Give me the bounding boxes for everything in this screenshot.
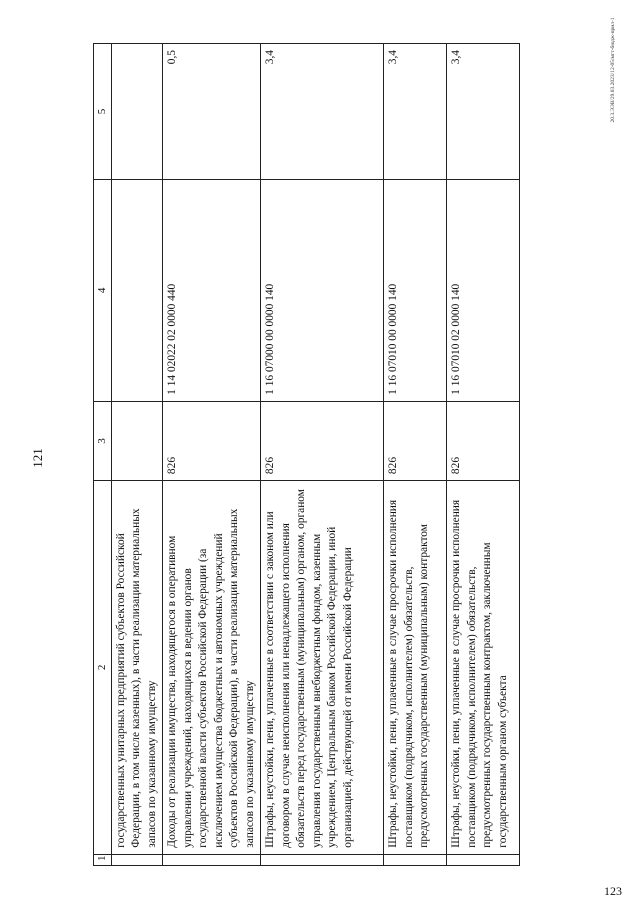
table-row bbox=[447, 44, 520, 866]
cell-norm bbox=[111, 44, 163, 180]
cell-budget-code: 1 16 07010 02 0000 140 bbox=[447, 179, 520, 401]
cell-admin-code: 826 bbox=[261, 401, 384, 480]
table-row bbox=[261, 44, 384, 866]
cell-norm: 3,4 bbox=[261, 44, 384, 180]
cell-description: Штрафы, неустойки, пени, уплаченные в случае просрочки исполнения поставщиком (подрядчиком, исполнителем) обязательств, предусмотренных государственным (муниципальным) контрактом bbox=[384, 481, 447, 855]
cell-col1 bbox=[447, 854, 520, 865]
table-row bbox=[111, 44, 163, 866]
cell-col1 bbox=[261, 854, 384, 865]
cell-norm: 3,4 bbox=[384, 44, 447, 180]
page-number-bottom: 123 bbox=[604, 884, 622, 898]
cell-budget-code: 1 14 02022 02 0000 440 bbox=[163, 179, 261, 401]
cell-norm: 3,4 bbox=[447, 44, 520, 180]
header-cell: 4 bbox=[94, 179, 112, 401]
header-cell: 2 bbox=[94, 481, 112, 855]
page-number-top: 121 bbox=[30, 448, 45, 468]
cell-budget-code bbox=[111, 179, 163, 401]
cell-description: Доходы от реализации имущества, находящегося в оперативном управлении учреждений, находящихся в ведении органов государственной власти субъектов Российской Федерации (за исключением имущества бюджетных и автономных учреждений субъектов Российской Федерации), в части реализации материальных запасов по указанному имуществу bbox=[163, 481, 261, 855]
header-cell: 5 bbox=[94, 44, 112, 180]
header-cell: 1 bbox=[94, 854, 112, 865]
cell-col1 bbox=[384, 854, 447, 865]
cell-col1 bbox=[163, 854, 261, 865]
header-cell: 3 bbox=[94, 401, 112, 480]
cell-budget-code: 1 16 07000 00 0000 140 bbox=[261, 179, 384, 401]
revenue-table bbox=[93, 43, 520, 866]
cell-admin-code: 826 bbox=[384, 401, 447, 480]
table-row bbox=[384, 44, 447, 866]
cell-norm: 0,5 bbox=[163, 44, 261, 180]
cell-col1 bbox=[111, 854, 163, 865]
table-row bbox=[163, 44, 261, 866]
cell-description: государственных унитарных предприятий субъектов Российской Федерации, в том числе казенных), в части реализации материальных запасов по указанному имуществу bbox=[111, 481, 163, 855]
cell-description: Штрафы, неустойки, пени, уплаченные в соответствии с законом или договором в случае неисполнения или ненадлежащего исполнения обязательств перед государственным (муниципальным) органом, органом управления государственным внебюджетным фондом, казенным учреждением, Центральным банком Российской Федерации, иной организацией, действующей от имени Российской Федерации bbox=[261, 481, 384, 855]
cell-budget-code: 1 16 07010 00 0000 140 bbox=[384, 179, 447, 401]
cell-admin-code: 826 bbox=[163, 401, 261, 480]
cell-admin-code bbox=[111, 401, 163, 480]
document-code: 20.3.ЭЭВ/29.03.2023/12-05/мгт-бюдж-прил-1 bbox=[610, 17, 616, 123]
table-header-row bbox=[94, 44, 112, 866]
cell-admin-code: 826 bbox=[447, 401, 520, 480]
cell-description: Штрафы, неустойки, пени, уплаченные в случае просрочки исполнения поставщиком (подрядчиком, исполнителем) обязательств, предусмотренных государственным контрактом, заключенным государственным органом субъекта bbox=[447, 481, 520, 855]
rotated-table-wrapper bbox=[93, 43, 573, 866]
